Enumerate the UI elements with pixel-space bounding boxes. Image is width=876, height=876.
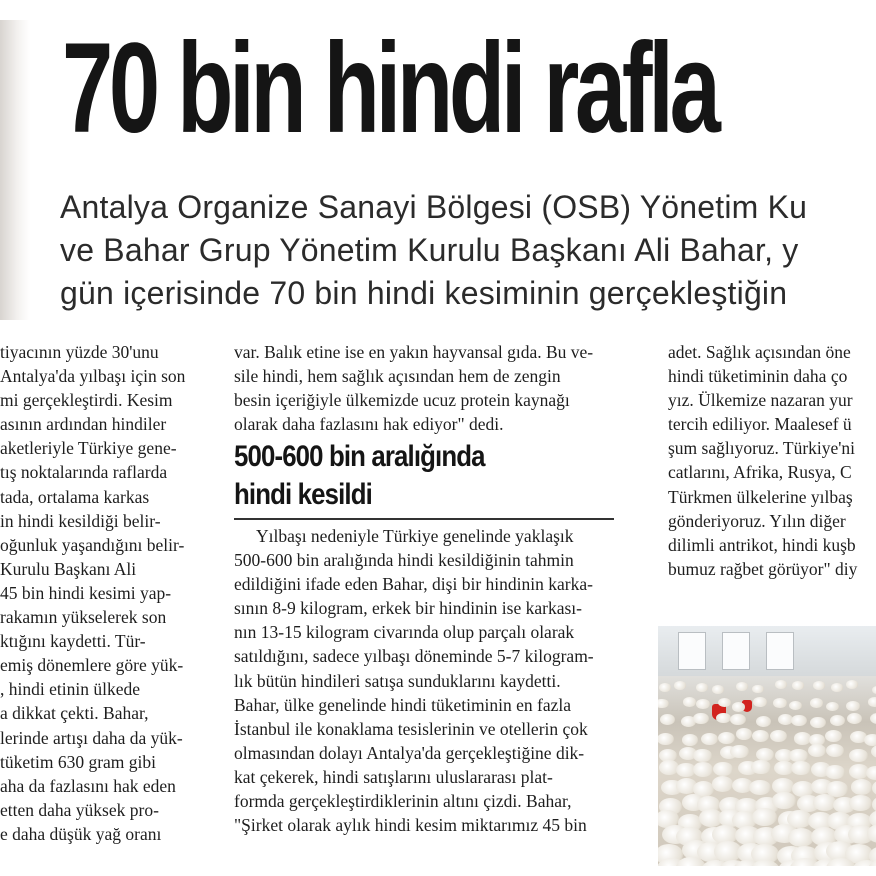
subhead-line: Antalya Organize Sanayi Bölgesi (OSB) Yönetim Ku xyxy=(60,189,808,225)
text-line: bumuz rağbet görüyor" diy xyxy=(668,558,858,579)
turkey xyxy=(872,686,876,695)
turkey xyxy=(693,762,713,776)
turkey xyxy=(712,776,734,792)
turkey xyxy=(693,713,708,724)
text-line: rakamın yükselerek son xyxy=(0,607,167,628)
text-line: formda gerçekleştirdiklerinin altını çizdi. Bahar, xyxy=(234,791,572,812)
text-line: edildiğini ifade eden Bahar, dişi bir hindinin karka- xyxy=(234,574,593,595)
turkey xyxy=(808,744,826,757)
turkey xyxy=(872,780,876,796)
text-line: tüketim 630 gram gibi xyxy=(0,751,157,772)
turkey xyxy=(736,682,748,691)
barn-window xyxy=(766,632,794,670)
turkey xyxy=(713,762,733,776)
turkey xyxy=(682,734,699,746)
turkey xyxy=(718,698,732,708)
turkey xyxy=(693,749,711,762)
text-line: sile hindi, hem sağlık açısından hem de zengin xyxy=(234,366,561,387)
text-line: emiş dönemlere göre yük- xyxy=(0,655,184,676)
turkey xyxy=(825,730,842,742)
text-line: Kurulu Başkanı Ali xyxy=(0,558,137,579)
turkey xyxy=(813,681,825,690)
text-line: olmasından dolayı Antalya'da gerçekleştiğine dik- xyxy=(234,742,585,763)
text-line: kat çekerek, hindi satışlarını uluslararası plat- xyxy=(234,766,553,787)
text-line: olarak daha fazlasını hak ediyor" dedi. xyxy=(234,414,504,435)
text-line: dilimli antrikot, hindi kuşb xyxy=(668,534,856,555)
column-1 xyxy=(0,340,210,846)
text-line: mi gerçekleştirdi. Kesim xyxy=(0,390,173,411)
turkey xyxy=(788,828,814,847)
text-line: 45 bin hindi kesimi yap- xyxy=(0,582,172,603)
text-line: şum sağlıyoruz. Türkiye'ni xyxy=(668,438,856,459)
turkey xyxy=(716,713,731,724)
text-line: besin içeriğiyle ülkemizde ucuz protein kaynağı xyxy=(234,390,570,411)
turkey xyxy=(770,730,787,742)
text-line: aketleriyle Türkiye gene- xyxy=(0,438,177,459)
turkey xyxy=(846,680,858,689)
turkey xyxy=(831,683,843,692)
turkey xyxy=(732,702,746,712)
turkey xyxy=(730,714,745,725)
turkey xyxy=(789,701,803,711)
text-line: gönderiyoruz. Yılın diğer xyxy=(668,510,846,531)
turkey xyxy=(712,685,724,694)
turkey xyxy=(696,683,708,692)
text-line: İstanbul ile konaklama tesislerinin ve otellerin çok xyxy=(234,718,588,739)
turkey xyxy=(752,730,769,742)
subhead xyxy=(60,186,807,315)
turkey xyxy=(849,749,867,762)
turkey xyxy=(851,779,873,795)
turkey xyxy=(660,714,675,725)
subhead-line: ve Bahar Grup Yönetim Kurulu Başkanı Ali Bahar, y xyxy=(60,232,799,268)
turkey xyxy=(674,681,686,690)
text-line: in hindi kesildiği belir- xyxy=(0,510,161,531)
turkey xyxy=(736,728,753,740)
text-line: lık bütün hindileri satışa sunduklarını kaydetti. xyxy=(234,670,561,691)
turkey xyxy=(753,697,767,707)
text-line: sının 8-9 kilogram, erkek bir hindinin ise karkası- xyxy=(234,598,582,619)
text-line: Yılbaşı nedeniyle Türkiye genelinde yaklaşık xyxy=(256,526,574,546)
text-line: nın 13-15 kilogram civarında olup parçalı olarak xyxy=(234,622,575,643)
text-line: , hindi etinin ülkede xyxy=(0,679,140,700)
text-line: asının ardından hindiler xyxy=(0,414,167,435)
turkey xyxy=(791,715,806,726)
turkey xyxy=(846,701,860,711)
turkey xyxy=(752,808,777,826)
text-line: a dikkat çekti. Bahar, xyxy=(0,703,149,724)
turkey xyxy=(826,744,844,757)
text-line: tış noktalarında raflarda xyxy=(0,462,168,483)
text-line: catlarını, Afrika, Rusya, C xyxy=(668,462,852,483)
turkey xyxy=(772,792,795,809)
barn-window xyxy=(678,632,706,670)
turkey xyxy=(658,733,674,745)
turkey xyxy=(730,745,748,758)
text-line: hindi tüketiminin daha ço xyxy=(668,366,848,387)
section-subtitle xyxy=(234,438,580,514)
turkey xyxy=(810,717,825,728)
turkey xyxy=(830,715,845,726)
column-3 xyxy=(668,340,876,581)
turkey xyxy=(683,697,697,707)
text-line: var. Balık etine ise en yakın hayvansal gıda. Bu ve- xyxy=(234,342,594,362)
text-line: tada, ortalama karkas xyxy=(0,486,150,507)
subtitle-rule xyxy=(234,518,614,520)
text-line: yız. Ülkemize nazaran yur xyxy=(668,390,853,411)
turkey xyxy=(792,681,804,690)
headline: 70 bin hindi rafla xyxy=(62,17,717,160)
turkey xyxy=(756,716,771,727)
text-line: adet. Sağlık açısından öne xyxy=(668,342,851,362)
text-line: satıldığını, sadece yılbaşı döneminde 5-7 kilogram- xyxy=(234,646,594,667)
text-line: tercih ediliyor. Maalesef ü xyxy=(668,414,852,435)
text-line: e daha düşük yağ oranı xyxy=(0,823,162,844)
turkey xyxy=(864,734,876,746)
turkey xyxy=(773,698,787,708)
column-2 xyxy=(234,340,636,836)
text-line: "Şirket olarak aylık hindi kesim miktarımız 45 bin xyxy=(234,815,587,836)
turkey xyxy=(866,766,876,780)
turkey xyxy=(659,683,671,692)
subhead-line: gün içerisinde 70 bin hindi kesiminin gerçekleştiğin xyxy=(60,275,788,311)
turkey xyxy=(825,765,845,779)
text-line: oğunluk yaşandığını belir- xyxy=(0,534,185,555)
turkey xyxy=(658,699,669,709)
turkey-farm-photo xyxy=(658,626,876,866)
turkey xyxy=(791,761,811,775)
text-line: ktığını kaydetti. Tür- xyxy=(0,631,146,652)
column-2-body xyxy=(234,524,636,836)
text-line: etten daha yüksek pro- xyxy=(0,799,159,820)
turkey xyxy=(696,699,710,709)
portrait-photo xyxy=(0,20,30,320)
turkey xyxy=(718,732,735,744)
text-line: lerinde artışı daha da yük- xyxy=(0,727,183,748)
turkey xyxy=(749,780,771,796)
text-line: Bahar, ülke genelinde hindi tüketiminin en fazla xyxy=(234,694,572,715)
turkey xyxy=(871,745,876,758)
turkey xyxy=(849,795,872,812)
subtitle-line: hindi kesildi xyxy=(234,478,372,511)
text-line: tiyacının yüzde 30'unu xyxy=(0,342,159,362)
turkey xyxy=(826,702,840,712)
turkey xyxy=(810,698,824,708)
text-line: aha da fazlasını hak eden xyxy=(0,775,176,796)
turkey xyxy=(868,697,876,707)
turkey xyxy=(775,680,787,689)
turkey xyxy=(751,760,771,774)
text-line: Türkmen ülkelerine yılbaş xyxy=(668,486,853,507)
turkey xyxy=(701,733,718,745)
turkey xyxy=(870,713,876,724)
text-line: Antalya'da yılbaşı için son xyxy=(0,366,186,387)
turkey xyxy=(752,685,764,694)
barn-window xyxy=(722,632,750,670)
subtitle-line: 500-600 bin aralığında xyxy=(234,440,485,473)
text-line: 500-600 bin aralığında hindi kesildiğinin tahmin xyxy=(234,550,574,571)
turkey xyxy=(847,713,862,724)
